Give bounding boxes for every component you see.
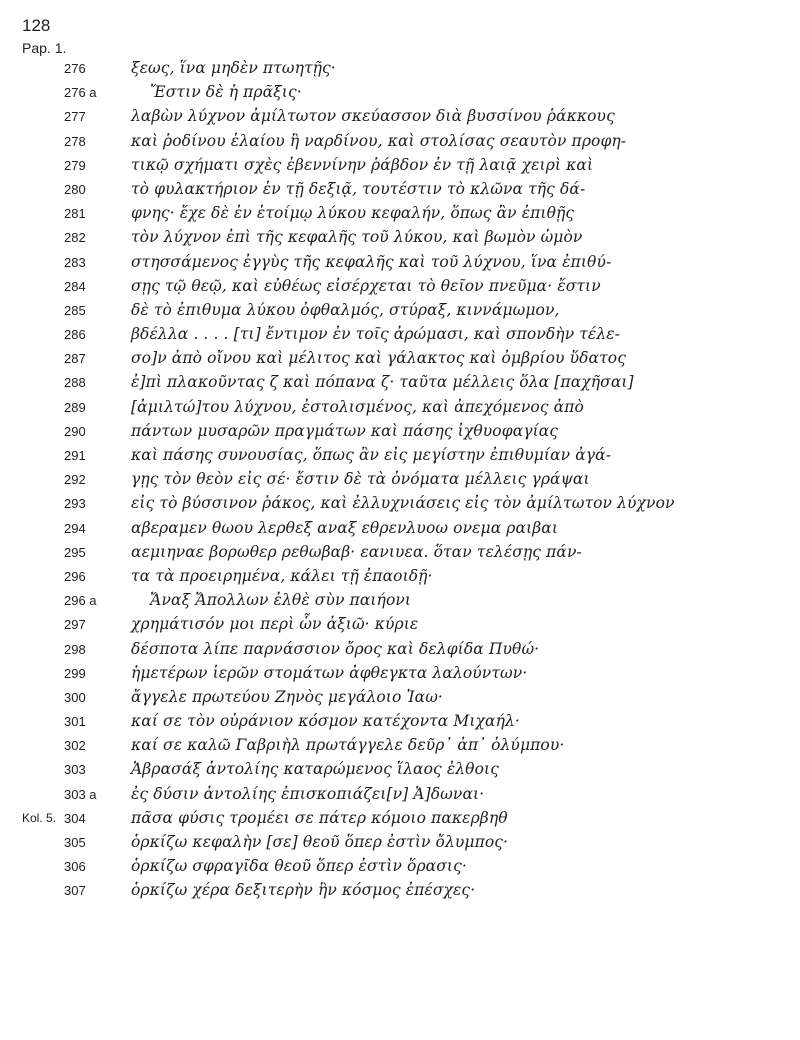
greek-text: δέσποτα λίπε παρνάσσιον ὄρος καὶ δελφίδα Πυθώ· <box>131 639 540 658</box>
greek-text: καί σε τὸν οὐράνιον κόσμον κατέχοντα Μιχαήλ· <box>131 712 520 731</box>
line-number: 285 <box>64 302 86 318</box>
text-line <box>0 519 800 543</box>
line-number: 282 <box>64 230 86 246</box>
line-number: 303 a <box>64 786 97 802</box>
greek-text: πᾶσα φύσις τρομέει σε πάτερ κόμοιο πακερβηθ <box>131 808 508 827</box>
greek-text: τικῷ σχήματι σχὲς ἐβεννίνην ῥάβδον ἐν τῇ λαιᾷ χειρὶ καὶ <box>131 155 594 174</box>
line-number: 287 <box>64 351 86 367</box>
text-line <box>0 470 800 494</box>
line-number: 277 <box>64 109 86 125</box>
line-number: 286 <box>64 327 86 343</box>
line-number: 296 a <box>64 593 97 609</box>
text-line <box>0 422 800 446</box>
text-line <box>0 833 800 857</box>
page-number: 128 <box>22 16 51 35</box>
text-line <box>0 664 800 688</box>
line-number: 295 <box>64 544 86 560</box>
text-lines <box>0 59 800 906</box>
text-line <box>0 373 800 397</box>
text-line <box>0 398 800 422</box>
line-number: 281 <box>64 206 86 222</box>
line-number: 296 <box>64 568 86 584</box>
greek-text: ἄγγελε πρωτεύου Ζηνὸς μεγάλοιο Ἰαω· <box>131 687 443 706</box>
greek-text: ξεως, ἵνα μηδὲν πτωητῇς· <box>131 59 336 77</box>
greek-text: λαβὼν λύχνον ἀμίλτωτον σκεύασσον διὰ βυσσίνου ῥάκκους <box>131 107 615 126</box>
text-line <box>0 301 800 325</box>
line-number: 293 <box>64 496 86 512</box>
line-number: 292 <box>64 472 86 488</box>
line-number: 297 <box>64 617 86 633</box>
greek-text: σῃς τῷ θεῷ, καὶ εὐθέως εἰσέρχεται τὸ θεῖον πνεῦμα· ἔστιν <box>131 276 601 295</box>
line-number: 276 a <box>64 85 97 101</box>
text-line <box>0 349 800 373</box>
line-number: 305 <box>64 835 86 850</box>
text-line <box>0 132 800 156</box>
text-line <box>0 543 800 567</box>
text-line <box>0 253 800 277</box>
greek-text: ἐ]πὶ πλακοῦντας ζ καὶ πόπανα ζ· ταῦτα μέλλεις ὅλα [παχῆσαι] <box>131 373 634 392</box>
line-number: 284 <box>64 278 86 294</box>
column-marker: Kol. 5. <box>22 810 57 825</box>
greek-text: [ἀμιλτώ]του λύχνου, ἐστολισμένος, καὶ ἀπεχόμενος ἀπὸ <box>131 397 584 416</box>
greek-text: Ἔστιν δὲ ἡ πρᾶξις· <box>150 83 302 102</box>
line-number: 301 <box>64 714 86 730</box>
line-number: 302 <box>64 738 86 754</box>
greek-text: τὸ φυλακτήριον ἐν τῇ δεξιᾷ, τουτέστιν τὸ κλῶνα τῆς δά- <box>131 179 586 198</box>
text-line <box>0 180 800 204</box>
text-line <box>0 640 800 664</box>
greek-text: ὁρκίζω χέρα δεξιτερὴν ἣν κόσμος ἐπέσχες· <box>131 881 476 900</box>
greek-text: ἡμετέρων ἱερῶν στομάτων ἀφθεγκτα λαλούντων· <box>131 663 528 682</box>
text-line <box>0 736 800 760</box>
line-number: 300 <box>64 689 86 705</box>
text-line <box>0 83 800 107</box>
text-line <box>0 204 800 228</box>
text-line <box>0 615 800 639</box>
greek-text: σο]ν ἀπὸ οἴνου καὶ μέλιτος καὶ γάλακτος καὶ ὀμβρίου ὕδατος <box>131 349 626 368</box>
text-line <box>0 567 800 591</box>
text-line <box>0 785 800 809</box>
line-number: 283 <box>64 254 86 270</box>
greek-text: πάντων μυσαρῶν πραγμάτων καὶ πάσης ἰχθυοφαγίας <box>131 421 559 440</box>
greek-text: ὁρκίζω σφραγῖδα θεοῦ ὅπερ ἐστὶν ὅρασις· <box>131 857 467 876</box>
greek-text: καί σε καλῶ Γαβριὴλ πρωτάγγελε δεῦρ᾽ ἀπ᾽ ὀλύμπου· <box>131 736 565 755</box>
greek-text: Ἀβρασάξ ἀντολίης καταρώμενος ἵλαος ἐλθοις <box>131 760 499 779</box>
line-number: 298 <box>64 641 86 657</box>
line-number: 276 <box>64 61 86 76</box>
line-number: 279 <box>64 157 86 173</box>
greek-text: εἰς τὸ βύσσινον ῥάκος, καὶ ἐλλυχνιάσεις εἰς τὸν ἀμίλτωτον λύχνον <box>131 494 675 513</box>
line-number: 306 <box>64 859 86 875</box>
greek-text: γῃς τὸν θεὸν εἰς σέ· ἔστιν δὲ τὰ ὀνόματα μέλλεις γράψαι <box>131 470 590 489</box>
text-line <box>0 688 800 712</box>
line-number: 307 <box>64 883 86 899</box>
text-line <box>0 446 800 470</box>
greek-text: φνης· ἔχε δὲ ἐν ἑτοίμῳ λύκου κεφαλήν, ὅπως ἂν ἐπιθῇς <box>131 204 575 223</box>
text-line <box>0 809 800 833</box>
line-number: 303 <box>64 762 86 778</box>
text-line <box>0 591 800 615</box>
greek-text: τα τὰ προειρημένα, κάλει τῇ ἐπαοιδῇ· <box>131 566 433 585</box>
text-line <box>0 59 800 83</box>
line-number: 290 <box>64 423 86 439</box>
greek-text: τὸν λύχνον ἐπὶ τῆς κεφαλῆς τοῦ λύκου, καὶ βωμὸν ὠμὸν <box>131 228 583 247</box>
line-number: 288 <box>64 375 86 391</box>
greek-text: αεμιηναε βορωθερ ρεθωβαβ· εανιυεα. ὅταν τελέσῃς πάν- <box>131 542 582 561</box>
greek-text: δὲ τὸ ἐπιθυμα λύκου ὀφθαλμός, στύραξ, κιννάμωμον, <box>131 300 560 319</box>
line-number: 299 <box>64 665 86 681</box>
line-number: 304 <box>64 810 86 826</box>
greek-text: ἐς δύσιν ἀντολίης ἐπισκοπιάζει[ν] Ἀ]δωναι· <box>131 784 485 803</box>
text-line <box>0 760 800 784</box>
greek-text: Ἄναξ Ἄπολλων ἐλθὲ σὺν παιήονι <box>150 591 412 610</box>
line-number: 291 <box>64 448 86 463</box>
greek-text: ὁρκίζω κεφαλὴν [σε] θεοῦ ὅπερ ἐστὶν ὄλυμπος· <box>131 833 509 851</box>
text-line <box>0 325 800 349</box>
text-line <box>0 107 800 131</box>
line-number: 289 <box>64 399 86 415</box>
greek-text: βδέλλα . . . . [τι] ἔντιμον ἐν τοῖς ἀρώμασι, καὶ σπονδὴν τέλε- <box>131 325 621 344</box>
source-label: Pap. 1. <box>22 40 67 56</box>
greek-text: χρημάτισόν μοι περὶ ὧν ἀξιῶ· κύριε <box>131 615 419 634</box>
text-line <box>0 228 800 252</box>
text-line <box>0 494 800 518</box>
greek-text: καὶ ῥοδίνου ἐλαίου ἢ ναρδίνου, καὶ στολίσας σεαυτὸν προφη- <box>131 131 627 150</box>
text-line <box>0 156 800 180</box>
line-number: 294 <box>64 520 86 536</box>
greek-text: καὶ πάσης συνουσίας, ὅπως ἂν εἰς μεγίστην ἐπιθυμίαν ἀγά- <box>131 446 612 464</box>
text-line <box>0 277 800 301</box>
greek-text: στησσάμενος ἐγγὺς τῆς κεφαλῆς καὶ τοῦ λύχνου, ἵνα ἐπιθύ- <box>131 252 612 271</box>
text-line <box>0 881 800 905</box>
line-number: 278 <box>64 133 86 149</box>
text-line <box>0 712 800 736</box>
line-number: 280 <box>64 181 86 197</box>
text-line <box>0 857 800 881</box>
greek-text: αβεραμεν θωου λερθεξ αναξ εθρενλυοω ονεμα ραιβαι <box>131 518 559 537</box>
